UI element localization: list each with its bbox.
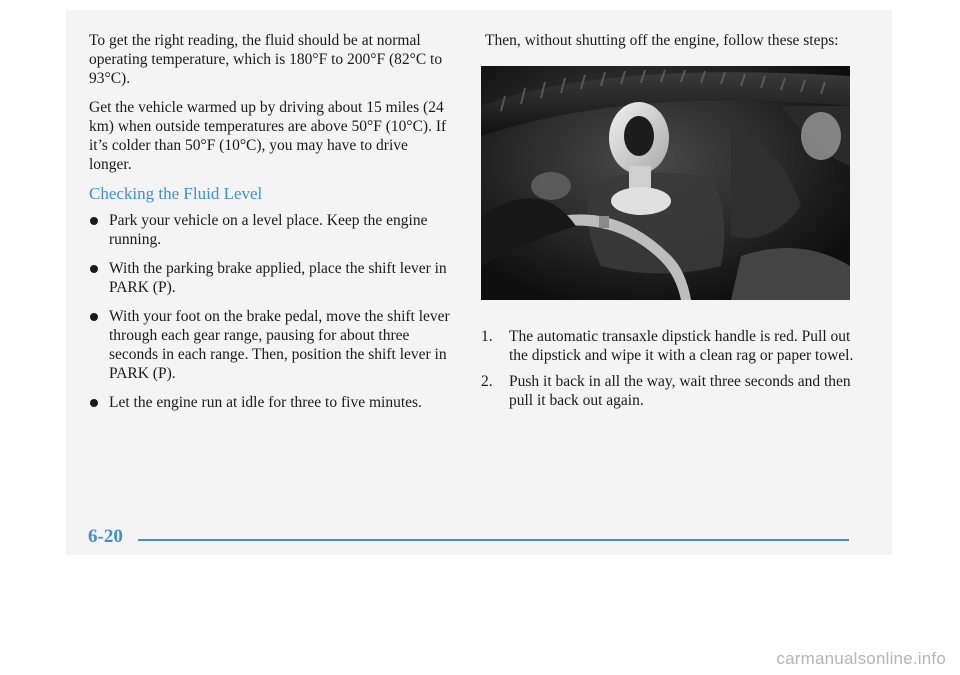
paragraph-warm-up: Get the vehicle warmed up by driving about 15 miles (24 km) when outside temperatures are above 50°F (10°C). If it’s colder than 50°F (10°C), you may have to drive longer. [89, 99, 447, 173]
bullet-icon [90, 399, 98, 407]
step-number: 1. [481, 328, 493, 345]
list-item: Let the engine run at idle for three to five minutes. [89, 393, 454, 412]
step-text: The automatic transaxle dipstick handle is red. Pull out the dipstick and wipe it with a clean rag or paper towel. [509, 328, 854, 364]
list-item: With the parking brake applied, place the shift lever in PARK (P). [89, 259, 454, 297]
footer-rule [138, 539, 849, 541]
list-item: With your foot on the brake pedal, move the shift lever through each gear range, pausing for about three seconds in each range. Then, position the shift lever in PARK (P). [89, 307, 454, 383]
left-column [89, 31, 454, 422]
page-number: 6-20 [88, 526, 123, 547]
bullet-list [89, 211, 454, 412]
paragraph-operating-temperature: To get the right reading, the fluid should be at normal operating temperature, which is 180°F to 200°F (82°C to 93°C). [89, 32, 443, 87]
section-heading: Checking the Fluid Level [89, 184, 263, 203]
steps-intro: Then, without shutting off the engine, follow these steps: [485, 32, 839, 49]
photo-illustration [481, 66, 850, 300]
engine-dipstick-photo [481, 66, 850, 300]
step-text: Push it back in all the way, wait three seconds and then pull it back out again. [509, 373, 851, 409]
watermark: carmanualsonline.info [776, 649, 946, 668]
list-item [481, 372, 861, 410]
step-number: 2. [481, 373, 493, 390]
list-item [481, 327, 861, 365]
bullet-icon [90, 265, 98, 273]
right-column [485, 31, 865, 60]
bullet-icon [90, 313, 98, 321]
steps-list [481, 327, 861, 417]
list-item: Park your vehicle on a level place. Keep the engine running. [89, 211, 454, 249]
bullet-icon [90, 217, 98, 225]
